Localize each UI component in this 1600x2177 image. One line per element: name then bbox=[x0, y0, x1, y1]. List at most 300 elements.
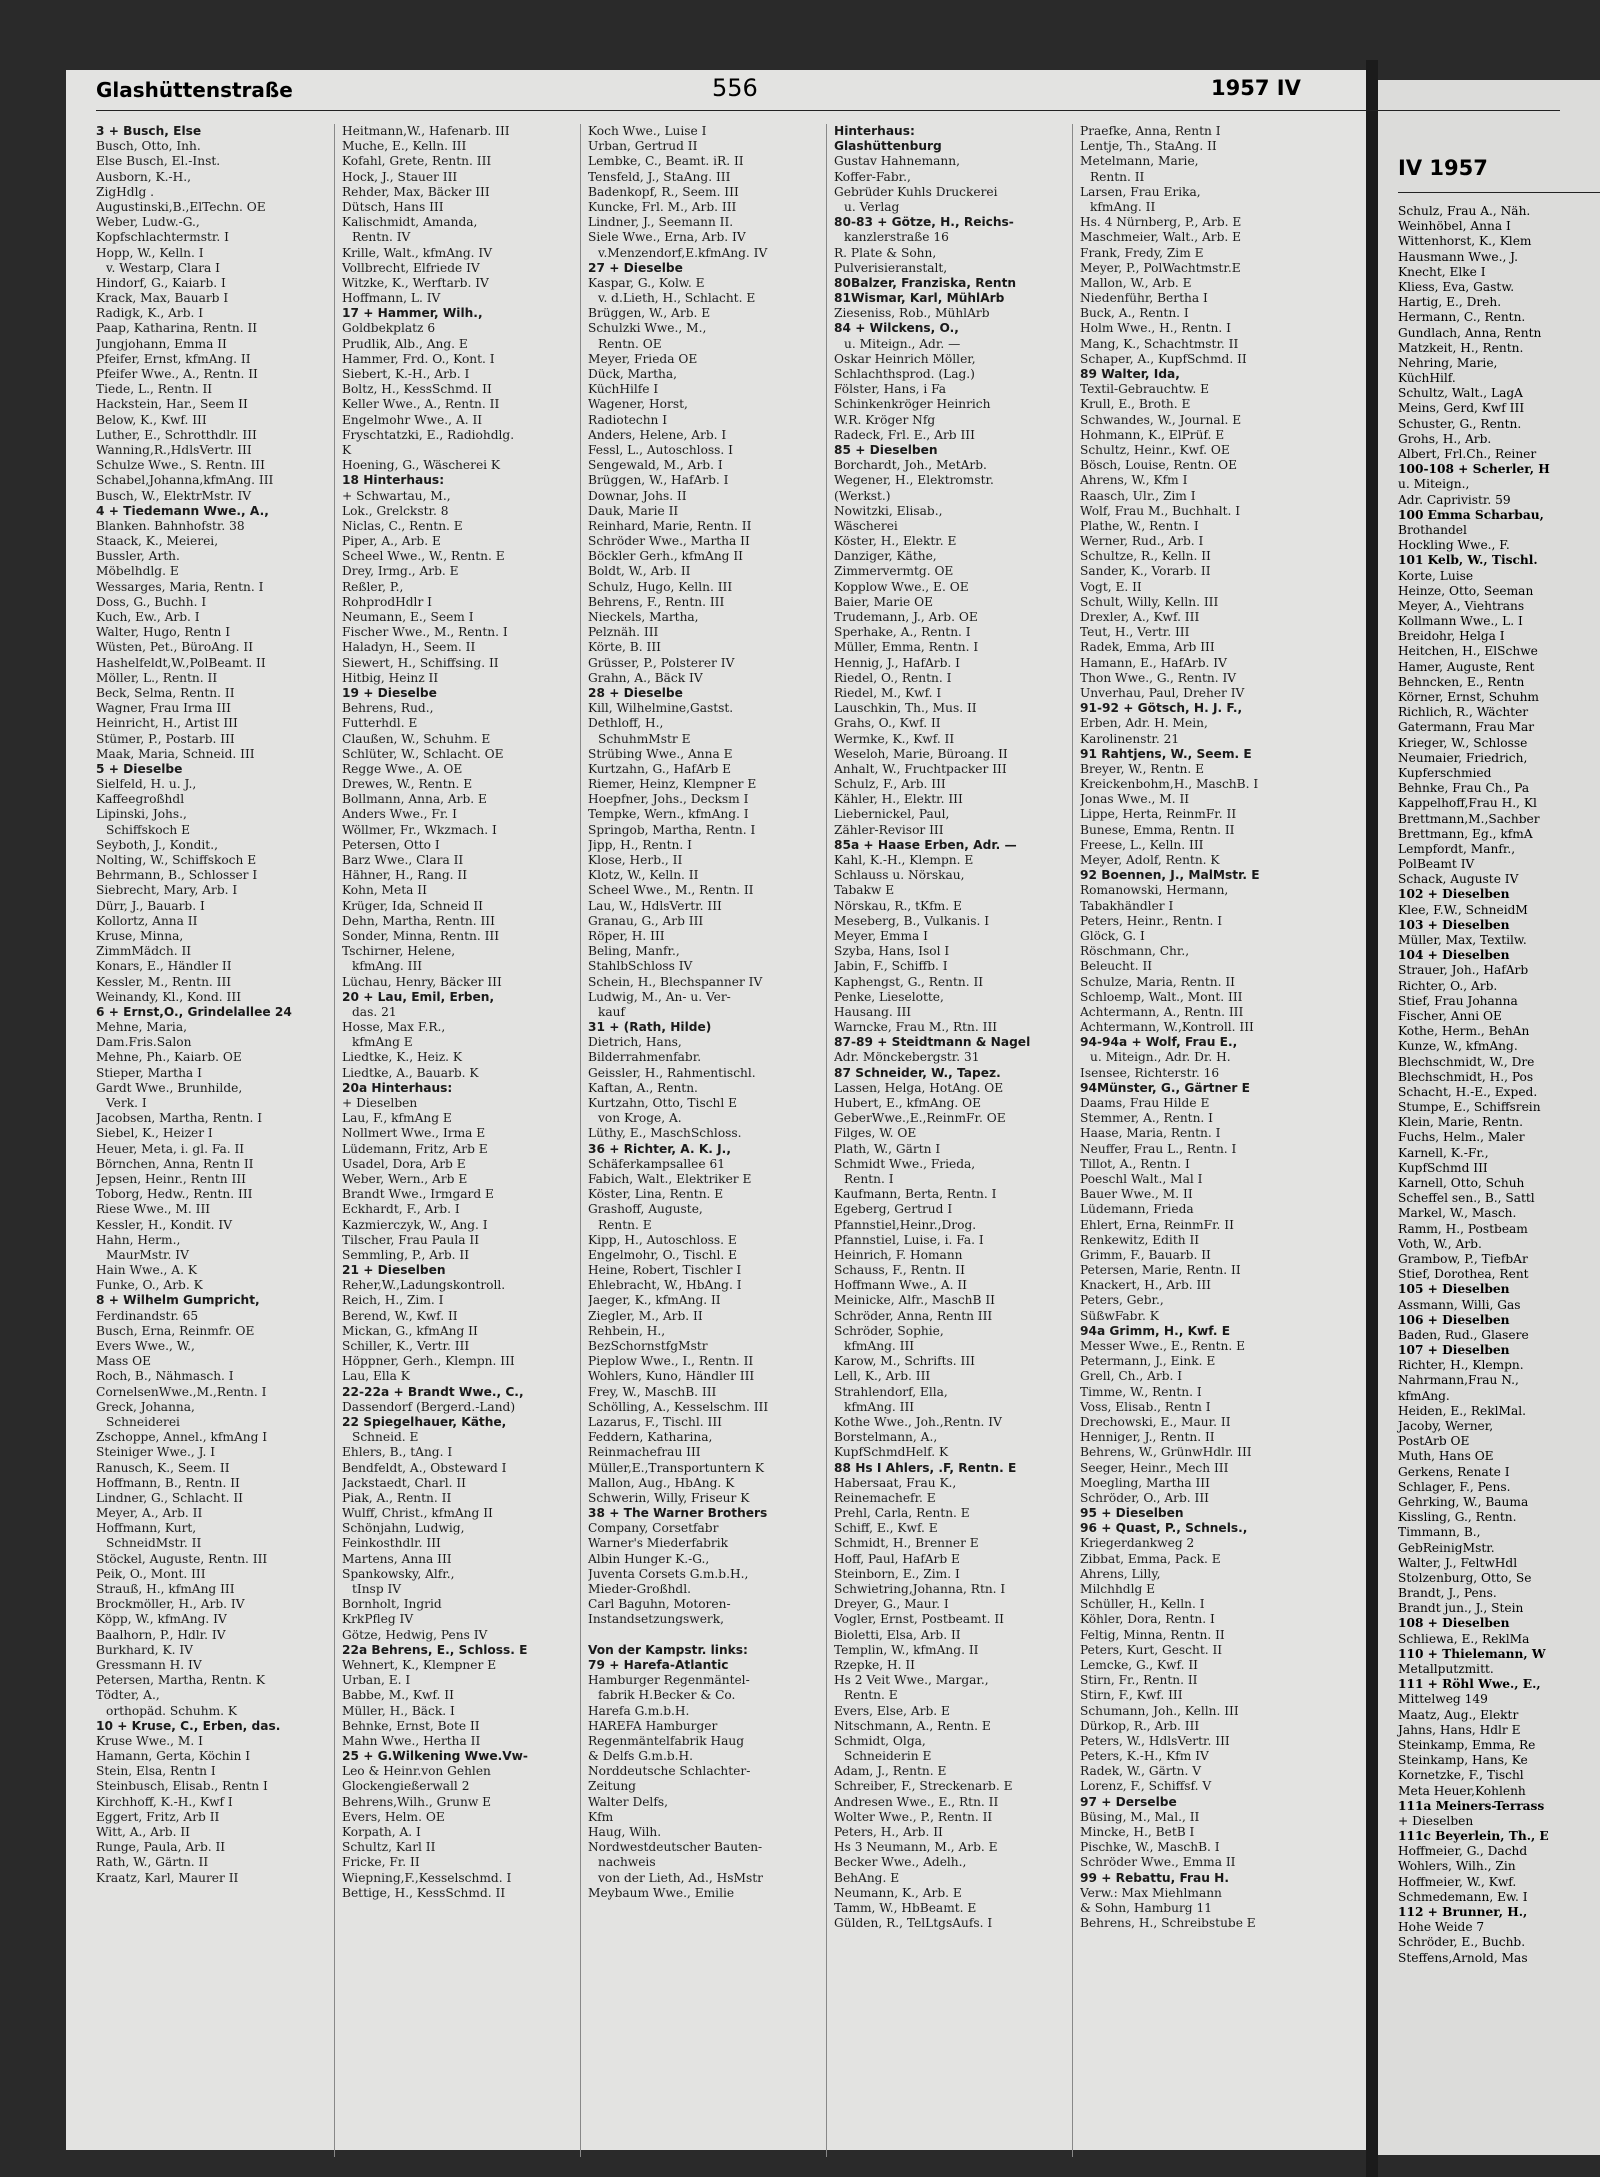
directory-entry: SchneidMstr. II bbox=[106, 1536, 202, 1551]
directory-entry: Praefke, Anna, Rentn I bbox=[1080, 124, 1221, 138]
directory-entry: Ranusch, K., Seem. II bbox=[96, 1460, 230, 1475]
directory-entry: Schack, Auguste IV bbox=[1398, 872, 1519, 887]
directory-entry: Korte, Luise bbox=[1398, 568, 1474, 583]
directory-entry: 104 + Dieselben bbox=[1398, 948, 1510, 963]
directory-entry: & Sohn, Hamburg 11 bbox=[1080, 1900, 1212, 1915]
directory-entry: 102 + Dieselben bbox=[1398, 887, 1510, 902]
directory-entry: Kollortz, Anna II bbox=[96, 913, 198, 928]
directory-entry: Matzkeit, H., Rentn. bbox=[1398, 340, 1524, 355]
directory-entry: Pelznäh. III bbox=[588, 625, 659, 640]
directory-entry: Petersen, Martha, Rentn. K bbox=[96, 1673, 266, 1688]
directory-entry: Schabel,Johanna,kfmAng. III bbox=[96, 473, 274, 488]
directory-entry: Möbelhdlg. E bbox=[96, 564, 179, 579]
directory-entry: Eggert, Fritz, Arb II bbox=[96, 1809, 220, 1824]
directory-entry: Stöckel, Auguste, Rentn. III bbox=[96, 1551, 268, 1566]
directory-entry: Becker Wwe., Adelh., bbox=[834, 1855, 967, 1870]
directory-entry: Egeberg, Gertrud I bbox=[834, 1202, 953, 1217]
directory-entry: Dehn, Martha, Rentn. III bbox=[342, 913, 495, 928]
directory-entry: Neumann, E., Seem I bbox=[342, 610, 474, 624]
directory-entry: Berend, W., Kwf. II bbox=[342, 1308, 458, 1323]
directory-entry: Krille, Walt., kfmAng. IV bbox=[342, 245, 493, 260]
directory-entry: Hoffmann, Kurt, bbox=[96, 1521, 197, 1536]
page-header bbox=[96, 72, 1560, 112]
directory-entry: Kalischmidt, Amanda, bbox=[342, 215, 478, 230]
directory-entry: Radek, Emma, Arb III bbox=[1080, 640, 1215, 655]
directory-entry: Dietrich, Hans, bbox=[588, 1035, 682, 1050]
directory-entry: SüßwFabr. K bbox=[1080, 1308, 1159, 1323]
directory-entry: Wanning,R.,HdlsVertr. III bbox=[96, 442, 252, 457]
directory-entry: Behrens, H., Schreibstube E bbox=[1080, 1916, 1256, 1931]
directory-entry: Muth, Hans OE bbox=[1398, 1449, 1494, 1464]
directory-entry: Bilderrahmenfabr. bbox=[588, 1050, 702, 1065]
directory-entry: Köster, H., Elektr. E bbox=[834, 534, 957, 549]
directory-entry: Muche, E., Kelln. III bbox=[342, 139, 467, 154]
directory-entry: Penke, Lieselotte, bbox=[834, 989, 944, 1004]
directory-entry: 4 + Tiedemann Wwe., A., bbox=[96, 503, 269, 518]
directory-entry: kfmAng. III bbox=[844, 1399, 915, 1414]
directory-entry: Stolzenburg, Otto, Se bbox=[1398, 1570, 1532, 1585]
directory-entry: Busch, Otto, Inh. bbox=[96, 139, 201, 154]
directory-entry: Spankowsky, Alfr., bbox=[342, 1566, 455, 1581]
directory-entry: Hoffmann, B., Rentn. II bbox=[96, 1475, 240, 1490]
directory-entry: GeberWwe.,E.,ReinmFr. OE bbox=[834, 1111, 1006, 1126]
directory-entry: 95 + Dieselben bbox=[1080, 1506, 1184, 1521]
directory-entry: Kurtzahn, Otto, Tischl E bbox=[588, 1096, 738, 1110]
directory-entry: Baier, Marie OE bbox=[834, 594, 934, 609]
directory-entry: Sander, K., Vorarb. II bbox=[1080, 564, 1211, 579]
directory-entry: Heitmann,W., Hafenarb. III bbox=[342, 124, 510, 138]
directory-entry: Drechowski, E., Maur. II bbox=[1080, 1414, 1231, 1429]
directory-entry: Hosse, Max F.R., bbox=[342, 1020, 446, 1035]
directory-entry: + Dieselben bbox=[1398, 1813, 1474, 1828]
directory-entry: Gustav Hahnemann, bbox=[834, 154, 960, 169]
directory-entry: Dauk, Marie II bbox=[588, 503, 679, 518]
directory-entry: Baalhorn, P., Hdlr. IV bbox=[96, 1627, 226, 1642]
directory-entry: Warner's Miederfabrik bbox=[588, 1536, 729, 1551]
directory-entry: Busch, W., ElektrMstr. IV bbox=[96, 488, 252, 503]
directory-entry: Beling, Manfr., bbox=[588, 944, 680, 959]
directory-entry: Stein, Elsa, Rentn I bbox=[96, 1764, 216, 1779]
directory-entry: Schwandes, W., Journal. E bbox=[1080, 412, 1242, 427]
directory-entry: Frey, W., MaschB. III bbox=[588, 1384, 717, 1399]
directory-entry: Sonder, Minna, Rentn. III bbox=[342, 928, 500, 943]
directory-entry: Maschmeier, Walt., Arb. E bbox=[1080, 230, 1242, 245]
directory-entry: Heine, Robert, Tischler I bbox=[588, 1263, 742, 1278]
directory-entry: Wittenhorst, K., Klem bbox=[1398, 234, 1532, 249]
directory-entry: Kaftan, A., Rentn. bbox=[588, 1080, 698, 1095]
directory-entry: Doss, G., Buchh. I bbox=[96, 594, 207, 609]
directory-entry: Bornholt, Ingrid bbox=[342, 1597, 442, 1612]
directory-entry: K bbox=[342, 442, 352, 457]
directory-entry: PolBeamt IV bbox=[1398, 857, 1475, 872]
directory-entry: Dethloff, H., bbox=[588, 716, 664, 731]
directory-entry: Witzke, K., Werftarb. IV bbox=[342, 275, 489, 290]
directory-entry bbox=[588, 1628, 820, 1643]
directory-entry: Lüchau, Henry, Bäcker III bbox=[342, 974, 502, 989]
directory-entry: 20 + Lau, Emil, Erben, bbox=[342, 989, 495, 1004]
directory-entry: Köpp, W., kfmAng. IV bbox=[96, 1612, 227, 1627]
directory-entry: Bauer Wwe., M. II bbox=[1080, 1187, 1193, 1202]
right-page-header: IV 1957 bbox=[1398, 156, 1488, 180]
directory-entry: Adr. Caprivistr. 59 bbox=[1398, 492, 1511, 507]
directory-entry: Szyba, Hans, Isol I bbox=[834, 944, 950, 959]
directory-entry: Walter, J., FeltwHdl bbox=[1398, 1555, 1518, 1570]
directory-entry: Müller, Emma, Rentn. I bbox=[834, 640, 979, 655]
directory-entry: Strauß, H., kfmAng III bbox=[96, 1582, 235, 1596]
directory-entry: Hockling Wwe., F. bbox=[1398, 538, 1510, 553]
header-rule bbox=[96, 110, 1560, 111]
running-head: Glashüttenstraße bbox=[96, 78, 293, 102]
directory-entry: Stieper, Martha I bbox=[96, 1065, 202, 1080]
directory-entry: Paap, Katharina, Rentn. II bbox=[96, 321, 258, 336]
directory-entry: Fryschtatzki, E., Radiohdlg. bbox=[342, 427, 515, 442]
directory-entry: KupfSchmd III bbox=[1398, 1160, 1488, 1175]
directory-entry: Barz Wwe., Clara II bbox=[342, 853, 464, 867]
directory-entry: Isensee, Richterstr. 16 bbox=[1080, 1065, 1220, 1080]
directory-entry: Company, Corsetfabr bbox=[588, 1521, 719, 1536]
directory-entry: Tschirner, Helene, bbox=[342, 944, 456, 959]
directory-entry: Jaeger, K., kfmAng. II bbox=[588, 1293, 721, 1308]
directory-entry: Habersaat, Frau K., bbox=[834, 1475, 957, 1490]
directory-entry: (Werkst.) bbox=[834, 488, 891, 503]
directory-entry: Mallon, W., Arb. E bbox=[1080, 275, 1192, 290]
directory-entry: Schliewa, E., ReklMa bbox=[1398, 1631, 1530, 1646]
column-separator bbox=[580, 124, 581, 2157]
directory-entry: Jabin, F., Schiffb. I bbox=[834, 959, 948, 974]
directory-entry: Kunze, W., kfmAng. bbox=[1398, 1039, 1518, 1054]
directory-entry: Peters, Kurt, Gescht. II bbox=[1080, 1642, 1223, 1657]
directory-entry: Wiepning,F.,Kesselschmd. I bbox=[342, 1870, 512, 1885]
directory-entry: Regenmäntelfabrik Haug bbox=[588, 1733, 745, 1748]
directory-entry: Rentn. I bbox=[844, 1171, 894, 1186]
directory-entry: kauf bbox=[598, 1004, 626, 1019]
directory-entry: Daams, Frau Hilde E bbox=[1080, 1096, 1210, 1110]
directory-entry: Tilscher, Frau Paula II bbox=[342, 1232, 480, 1247]
directory-entry: Steinborn, E., Zim. I bbox=[834, 1566, 960, 1581]
directory-entry: Steinkamp, Hans, Ke bbox=[1398, 1753, 1528, 1768]
directory-entry: Behnke, Frau Ch., Pa bbox=[1398, 781, 1530, 796]
directory-entry: Ehlert, Erna, ReinmFr. II bbox=[1080, 1217, 1234, 1232]
directory-entry: Mang, K., Schachtmstr. II bbox=[1080, 336, 1239, 351]
directory-entry: tInsp IV bbox=[352, 1582, 402, 1596]
directory-entry: Petersen, Otto I bbox=[342, 837, 440, 852]
directory-entry: Schröder, E., Buchb. bbox=[1398, 1935, 1526, 1950]
directory-entry: Böckler Gerh., kfmAng II bbox=[588, 549, 743, 564]
directory-entry: Schölling, A., Kesselschm. III bbox=[588, 1399, 769, 1414]
directory-entry: Carl Baguhn, Motoren- bbox=[588, 1597, 731, 1612]
directory-entry: Hain Wwe., A. K bbox=[96, 1263, 197, 1278]
directory-entry: Dreyer, G., Maur. I bbox=[834, 1597, 949, 1612]
directory-entry: Schulz, Frau A., Näh. bbox=[1398, 204, 1531, 218]
directory-entry: 97 + Derselbe bbox=[1080, 1794, 1177, 1809]
directory-entry: Burkhard, K. IV bbox=[96, 1642, 193, 1657]
directory-entry: 111c Beyerlein, Th., E bbox=[1398, 1829, 1549, 1844]
directory-entry: Templin, W., kfmAng. II bbox=[834, 1642, 979, 1657]
directory-entry: Lüdemann, Frieda bbox=[1080, 1202, 1194, 1217]
directory-entry: Stümer, P., Postarb. III bbox=[96, 731, 235, 746]
directory-entry: Hoepfner, Johs., Decksm I bbox=[588, 792, 749, 807]
directory-entry: Schein, H., Blechspanner IV bbox=[588, 974, 763, 989]
directory-entry: Blechschmidt, W., Dre bbox=[1398, 1054, 1535, 1069]
directory-entry: Evers, Else, Arb. E bbox=[834, 1703, 950, 1718]
directory-entry: Ferdinandstr. 65 bbox=[96, 1308, 199, 1323]
directory-entry: Below, K., Kwf. III bbox=[96, 412, 207, 427]
directory-entry: Adr. Mönckebergstr. 31 bbox=[834, 1050, 980, 1065]
directory-entry: 87 Schneider, W., Tapez. bbox=[834, 1065, 1001, 1080]
directory-entry: Jackstaedt, Charl. II bbox=[342, 1475, 466, 1490]
directory-entry: Schröder, Sophie, bbox=[834, 1323, 944, 1338]
directory-entry: Augustinski,B.,ElTechn. OE bbox=[96, 199, 266, 214]
directory-entry: Witt, A., Arb. II bbox=[96, 1825, 190, 1839]
directory-entry: Stief, Dorothea, Rent bbox=[1398, 1267, 1529, 1282]
directory-entry: Drexler, A., Kwf. III bbox=[1080, 610, 1200, 624]
directory-entry: Strauer, Joh., HafArb bbox=[1398, 963, 1529, 978]
directory-entry: Pischke, W., MaschB. I bbox=[1080, 1840, 1220, 1855]
directory-entry: Thon Wwe., G., Rentn. IV bbox=[1080, 670, 1237, 685]
directory-entry: Hamer, Auguste, Rent bbox=[1398, 659, 1535, 674]
directory-entry: Korpath, A. I bbox=[342, 1825, 421, 1839]
directory-entry: StahlbSchloss IV bbox=[588, 959, 693, 974]
column-separator bbox=[826, 124, 827, 2157]
directory-entry: Schloemp, Walt., Mont. III bbox=[1080, 989, 1243, 1004]
directory-entry: Heinze, Otto, Seeman bbox=[1398, 583, 1534, 598]
directory-entry: 21 + Dieselben bbox=[342, 1263, 446, 1278]
directory-entry: Tiede, L., Rentn. II bbox=[96, 382, 213, 397]
directory-entry: v. d.Lieth, H., Schlacht. E bbox=[598, 291, 756, 306]
directory-entry: Stief, Frau Johanna bbox=[1398, 993, 1518, 1008]
directory-entry: Schultz, Karl II bbox=[342, 1840, 436, 1855]
directory-entry: BehAng. E bbox=[834, 1870, 900, 1885]
directory-entry: Achtermann, A., Rentn. III bbox=[1080, 1004, 1244, 1019]
directory-entry: Mallon, Aug., HbAng. K bbox=[588, 1475, 735, 1490]
directory-entry: Poeschl Walt., Mal I bbox=[1080, 1171, 1203, 1186]
directory-entry: 31 + (Rath, Hilde) bbox=[588, 1020, 712, 1035]
directory-entry: Kofahl, Grete, Rentn. III bbox=[342, 154, 492, 169]
directory-entry: Meins, Gerd, Kwf III bbox=[1398, 401, 1525, 416]
directory-entry: Tabakw E bbox=[834, 883, 895, 898]
directory-entry: Sperhake, A., Rentn. I bbox=[834, 625, 971, 640]
directory-entry: Grambow, P., TiefbAr bbox=[1398, 1251, 1528, 1266]
directory-entry: Krieger, W., Schlosse bbox=[1398, 735, 1528, 750]
directory-entry: Sielfeld, H. u. J., bbox=[96, 777, 197, 792]
directory-entry: Lippe, Herta, ReinmFr. II bbox=[1080, 807, 1237, 822]
directory-entry: Schneid. E bbox=[352, 1430, 419, 1445]
directory-entry: Meyer, P., PolWachtmstr.E bbox=[1080, 260, 1241, 275]
directory-entry: 22-22a + Brandt Wwe., C., bbox=[342, 1384, 524, 1399]
directory-entry: Kaufmann, Berta, Rentn. I bbox=[834, 1187, 997, 1202]
directory-entry: Gundlach, Anna, Rentn bbox=[1398, 325, 1542, 340]
directory-entry: Boldt, W., Arb. II bbox=[588, 564, 691, 579]
directory-entry: Gehrking, W., Bauma bbox=[1398, 1494, 1529, 1509]
directory-entry: 91-92 + Götsch, H. J. F., bbox=[1080, 701, 1243, 716]
directory-entry: Hubert, E., kfmAng. OE bbox=[834, 1096, 982, 1110]
directory-entry: Schröder Wwe., Martha II bbox=[588, 534, 750, 549]
directory-entry: Zimmervermtg. OE bbox=[834, 564, 954, 579]
directory-entry: Wohlers, Kuno, Händler III bbox=[588, 1369, 755, 1384]
directory-entry: Plath, W., Gärtn I bbox=[834, 1141, 941, 1156]
directory-entry: MaurMstr. IV bbox=[106, 1247, 189, 1262]
directory-entry: kfmAng. III bbox=[844, 1339, 915, 1353]
directory-entry: Hohe Weide 7 bbox=[1398, 1920, 1485, 1935]
directory-entry: Schmidt Wwe., Frieda, bbox=[834, 1156, 976, 1171]
directory-entry: Heitchen, H., ElSchwe bbox=[1398, 644, 1538, 659]
directory-entry: 103 + Dieselben bbox=[1398, 917, 1510, 932]
directory-entry: Behnke, Ernst, Bote II bbox=[342, 1718, 480, 1733]
column-separator bbox=[1072, 124, 1073, 2157]
directory-entry: Goldbekplatz 6 bbox=[342, 321, 436, 336]
directory-entry: Juventa Corsets G.m.b.H., bbox=[588, 1566, 749, 1581]
directory-entry: Schult, Willy, Kelln. III bbox=[1080, 594, 1219, 609]
directory-entry: Rentn. E bbox=[598, 1217, 652, 1232]
directory-entry: kfmAng. II bbox=[1090, 199, 1156, 214]
directory-entry: Lell, K., Arb. III bbox=[834, 1369, 931, 1384]
directory-entry: Kothe, Herm., BehAn bbox=[1398, 1024, 1530, 1039]
directory-entry: Grahs, O., Kwf. II bbox=[834, 716, 941, 731]
directory-entry: W.R. Kröger Nfg bbox=[834, 412, 936, 427]
directory-entry: Rentn. II bbox=[1090, 169, 1145, 184]
directory-entry: Hohmann, K., ElPrüf. E bbox=[1080, 427, 1225, 442]
directory-entry: Höppner, Gerh., Klempn. III bbox=[342, 1354, 515, 1369]
directory-entry: Jahns, Hans, Hdlr E bbox=[1398, 1722, 1521, 1737]
directory-entry: Hahn, Herm., bbox=[96, 1232, 181, 1247]
directory-entry: Assmann, Willi, Gas bbox=[1398, 1297, 1521, 1312]
directory-entry: Lazarus, F., Tischl. III bbox=[588, 1414, 722, 1429]
directory-entry: Martens, Anna III bbox=[342, 1551, 452, 1566]
directory-entry: Müller, H., Bäck. I bbox=[342, 1703, 455, 1718]
directory-entry: Karnell, Otto, Schuh bbox=[1398, 1176, 1525, 1190]
directory-entry: Brandt, J., Pens. bbox=[1398, 1586, 1497, 1601]
directory-entry: Timme, W., Rentn. I bbox=[1080, 1384, 1202, 1399]
directory-entry: Grell, Ch., Arb. I bbox=[1080, 1369, 1183, 1384]
directory-entry: Lüthy, E., MaschSchloss. bbox=[588, 1126, 742, 1141]
directory-entry: Strübing Wwe., Anna E bbox=[588, 746, 733, 761]
directory-entry: Hoening, G., Wäscherei K bbox=[342, 458, 501, 473]
directory-entry: Ludwig, M., An- u. Ver- bbox=[588, 989, 731, 1004]
directory-entry: Haase, Maria, Rentn. I bbox=[1080, 1126, 1221, 1141]
directory-entry: Voss, Elisab., Rentn I bbox=[1080, 1399, 1211, 1414]
directory-entry: Andresen Wwe., E., Rtn. II bbox=[834, 1794, 999, 1809]
directory-entry: Kollmann Wwe., L. I bbox=[1398, 614, 1523, 629]
directory-entry: Feddern, Katharina, bbox=[588, 1430, 713, 1445]
directory-entry: Piak, A., Rentn. II bbox=[342, 1490, 452, 1505]
directory-entry: Schröder, O., Arb. III bbox=[1080, 1490, 1209, 1505]
directory-entry: Reher,W.,Ladungskontroll. bbox=[342, 1278, 506, 1293]
directory-entry: Granau, G., Arb III bbox=[588, 913, 704, 928]
directory-entry: Brothandel bbox=[1398, 522, 1467, 537]
directory-entry: Brettmann,M.,Sachber bbox=[1398, 811, 1540, 826]
directory-entry: Siebert, K.-H., Arb. I bbox=[342, 367, 470, 381]
directory-entry: Schröder, Anna, Rentn III bbox=[834, 1308, 993, 1323]
directory-entry: Tödter, A., bbox=[96, 1688, 160, 1703]
directory-entry: 106 + Dieselben bbox=[1398, 1312, 1510, 1327]
directory-entry: Greck, Johanna, bbox=[96, 1399, 195, 1414]
directory-entry: Seyboth, J., Kondit., bbox=[96, 837, 218, 852]
directory-entry: Gardt Wwe., Brunhilde, bbox=[96, 1080, 243, 1095]
directory-entry: Wolter Wwe., P., Rentn. II bbox=[834, 1809, 993, 1824]
directory-entry: Lauschkin, Th., Mus. II bbox=[834, 701, 977, 716]
directory-entry: PostArb OE bbox=[1398, 1434, 1470, 1449]
directory-entry: 10 + Kruse, C., Erben, das. bbox=[96, 1718, 281, 1733]
directory-entry: Prudlik, Alb., Ang. E bbox=[342, 336, 468, 351]
directory-entry: Liedtke, K., Heiz. K bbox=[342, 1050, 462, 1065]
directory-entry: Meyer, A., Arb. II bbox=[96, 1506, 203, 1521]
directory-entry: Körte, B. III bbox=[588, 640, 661, 655]
directory-entry: u. Miteign., Adr. — bbox=[844, 336, 961, 351]
directory-entry: Schüller, H., Kelln. I bbox=[1080, 1597, 1205, 1612]
directory-entry: Reich, H., Zim. I bbox=[342, 1293, 444, 1308]
directory-entry: Grüsser, P., Polsterer IV bbox=[588, 655, 735, 670]
directory-entry: Knecht, Elke I bbox=[1398, 264, 1486, 279]
directory-entry: Kipp, H., Autoschloss. E bbox=[588, 1232, 737, 1247]
directory-entry: Jacobsen, Martha, Rentn. I bbox=[96, 1111, 263, 1126]
directory-entry: Leo & Heinr.von Gehlen bbox=[342, 1764, 491, 1779]
directory-entry: Behncken, E., Rentn bbox=[1398, 674, 1525, 689]
directory-entry: Beleucht. II bbox=[1080, 959, 1153, 974]
directory-entry: Fabich, Walt., Elektriker E bbox=[588, 1171, 752, 1186]
directory-entry: Schlauss u. Nörskau, bbox=[834, 868, 965, 883]
directory-entry: Buck, A., Rentn. I bbox=[1080, 306, 1189, 321]
directory-entry: Fischer Wwe., M., Rentn. I bbox=[342, 625, 508, 640]
directory-entry: Kessler, H., Kondit. IV bbox=[96, 1217, 233, 1232]
directory-entry: kanzlerstraße 16 bbox=[844, 230, 949, 245]
directory-entry: Peters, W., HdlsVertr. III bbox=[1080, 1733, 1230, 1748]
directory-entry: Oskar Heinrich Möller, bbox=[834, 351, 976, 366]
directory-entry: Peters, K.-H., Kfm IV bbox=[1080, 1749, 1209, 1764]
directory-entry: Jacoby, Werner, bbox=[1398, 1419, 1494, 1433]
directory-entry: 101 Kelb, W., Tischl. bbox=[1398, 553, 1538, 568]
directory-entry: Hindorf, G., Kaiarb. I bbox=[96, 275, 226, 290]
directory-entry: Hammer, Frd. O., Kont. I bbox=[342, 351, 495, 366]
directory-entry: Metelmann, Marie, bbox=[1080, 154, 1199, 169]
directory-entry: Kraatz, Karl, Maurer II bbox=[96, 1870, 239, 1885]
directory-entry: Heinrich, F. Homann bbox=[834, 1247, 963, 1262]
directory-entry: 25 + G.Wilkening Wwe.Vw- bbox=[342, 1749, 528, 1764]
directory-entry: Achtermann, W.,Kontroll. III bbox=[1080, 1020, 1254, 1035]
directory-entry: Borstelmann, A., bbox=[834, 1430, 938, 1445]
directory-entry: nachweis bbox=[598, 1855, 656, 1870]
directory-entry: Bettige, H., KessSchmd. II bbox=[342, 1885, 506, 1900]
directory-entry: Wohlers, Wilh., Zin bbox=[1398, 1859, 1516, 1874]
directory-entry: R. Plate & Sohn, bbox=[834, 245, 937, 260]
directory-entry: Lindner, J., Seemann II. bbox=[588, 215, 734, 230]
directory-entry: Mincke, H., BetB I bbox=[1080, 1825, 1195, 1839]
directory-entry: Steiniger Wwe., J. I bbox=[96, 1445, 216, 1460]
directory-entry: Hs 3 Neumann, M., Arb. E bbox=[834, 1840, 998, 1855]
directory-entry: 111 + Röhl Wwe., E., bbox=[1398, 1677, 1541, 1692]
directory-entry: Wehnert, K., Klempner E bbox=[342, 1657, 497, 1672]
directory-entry: Ahrens, Lilly, bbox=[1080, 1566, 1161, 1581]
directory-entry: Liedtke, A., Bauarb. K bbox=[342, 1065, 479, 1080]
directory-entry: Else Busch, El.-Inst. bbox=[96, 154, 221, 169]
directory-entry: Haladyn, H., Seem. II bbox=[342, 640, 476, 655]
directory-entry: 17 + Hammer, Wilh., bbox=[342, 306, 483, 321]
directory-entry: Siele Wwe., Erna, Arb. IV bbox=[588, 230, 746, 245]
directory-entry: Siewert, H., Schiffsing. II bbox=[342, 655, 499, 670]
directory-entry: Albert, Frl.Ch., Reiner bbox=[1398, 447, 1537, 461]
directory-entry: Nollmert Wwe., Irma E bbox=[342, 1126, 486, 1141]
directory-entry: Schlachthsprod. (Lag.) bbox=[834, 367, 975, 381]
directory-entry: Urban, E. I bbox=[342, 1673, 411, 1688]
directory-entry: Von der Kampstr. links: bbox=[588, 1642, 748, 1657]
directory-entry: Weseloh, Marie, Büroang. II bbox=[834, 746, 1008, 761]
directory-entry: Glockengießerwall 2 bbox=[342, 1779, 470, 1794]
directory-entry: Brandt Wwe., Irmgard E bbox=[342, 1187, 494, 1202]
directory-entry: Müller, Max, Textilw. bbox=[1398, 933, 1527, 947]
directory-entry: Körner, Ernst, Schuhm bbox=[1398, 690, 1539, 704]
directory-entry: 3 + Busch, Else bbox=[96, 124, 202, 138]
directory-entry: 111a Meiners-Terrass bbox=[1398, 1798, 1545, 1813]
directory-entry: Brockmöller, H., Arb. IV bbox=[96, 1597, 245, 1612]
